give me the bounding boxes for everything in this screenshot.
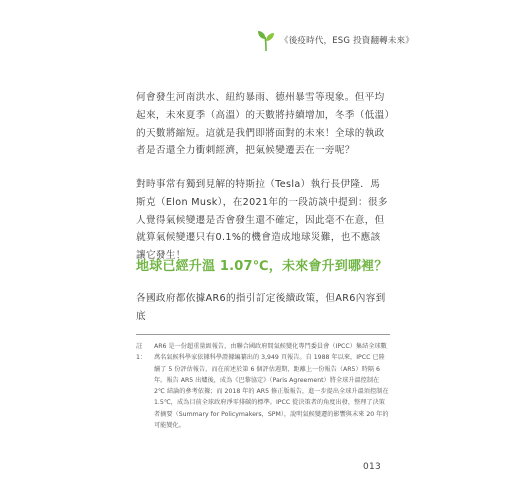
body-paragraph: 何會發生河南洪水、紐約暴雨、德州暴雪等現象。但平均起來，未來夏季（高溫）的天數將持續增加，冬季（低溫）的天數將縮短。這就是我們即將面對的未來！全球的執政者是否還全力衝刺經濟，把氣候變遷丟在一旁呢？ [136, 92, 390, 157]
page-number: 013 [363, 462, 382, 472]
footnote-text: AR6 是一份超重量級報告，由聯合國政府間氣候變化專門委員會（IPCC）集結全球數萬名氣候科學家依據科學證據編纂出的 3,949 頁報告。自 1988 年以來，IPCC 已陸續了 5 份評估報告，而在前述於第 6 個評估週期，距離上一份報告（AR5）時隔 6 年。報告 AR5 出爐後，成為《巴黎協定》（Paris Agreement）將全球升溫控制在 2℃ 結論的參考依據；而 2018 年的 AR5 修正版報告，進一步提出全球升溫須控制在 1.5℃，成為目前全球政府淨零排碳的標準。IPCC 從決策者的角度出發，整理了決策者摘要（Summary for Policymakers，SPM），說明氣候變遷的影響與未來 20 年的可能變化。 [154, 343, 389, 430]
body-paragraph: 對時事常有獨到見解的特斯拉（Tesla）執行長伊隆．馬斯克（Elon Musk），在2021年的一段訪談中提到：很多人覺得氣候變遷是否會發生還不確定，因此毫不在意，但就算氣候變遷只有0.1%的機會造成地球災難，也不應該讓它發生！ [136, 179, 388, 262]
footnote-label: 註 1： [136, 343, 147, 362]
running-header [256, 28, 414, 52]
leaf-sprout-icon [256, 28, 276, 52]
book-title: 《後疫時代，ESG 投資翻轉未來》 [280, 36, 414, 46]
section-heading: 地球已經升溫 1.07℃，未來會升到哪裡？ [136, 259, 388, 274]
footnote [136, 334, 390, 431]
body-paragraph: 各國政府都依據AR6的指引訂定後續政策，但AR6內容到底 [136, 293, 386, 322]
